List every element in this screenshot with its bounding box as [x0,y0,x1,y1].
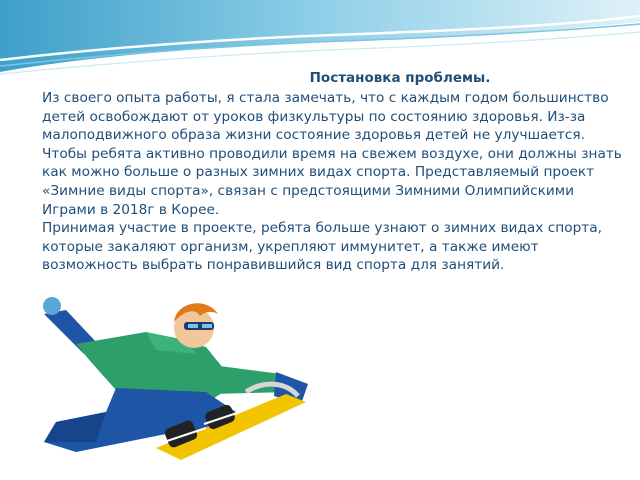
slide-title: Постановка проблемы. [309,70,491,86]
paragraph-1: Из своего опыта работы, я стала замечать, что с каждым годом большинство детей освобождают от уроков физкультуры по состоянию здоровья. Из-за малоподвижного образа жизни состояние здоровья детей не улучшается. Чтобы ребята активно проводили время на свежем воздухе, они должны знать как можно больше о разных зимних видах спорта. Представляемый проект «Зимние виды спорта», связан с предстоящими Зимними Олимпийскими Играми в 2018г в Корее. [42,90,622,218]
paragraph-2: Принимая участие в проекте, ребята больше узнают о зимних видах спорта, которые закаляют организм, укрепляют иммунитет, а также имеют возможность выбрать понравившийся вид спорта для занятий. [42,220,602,274]
body-text [42,89,622,275]
snowboarder-illustration [36,292,326,468]
top-wave-decoration [0,0,640,80]
